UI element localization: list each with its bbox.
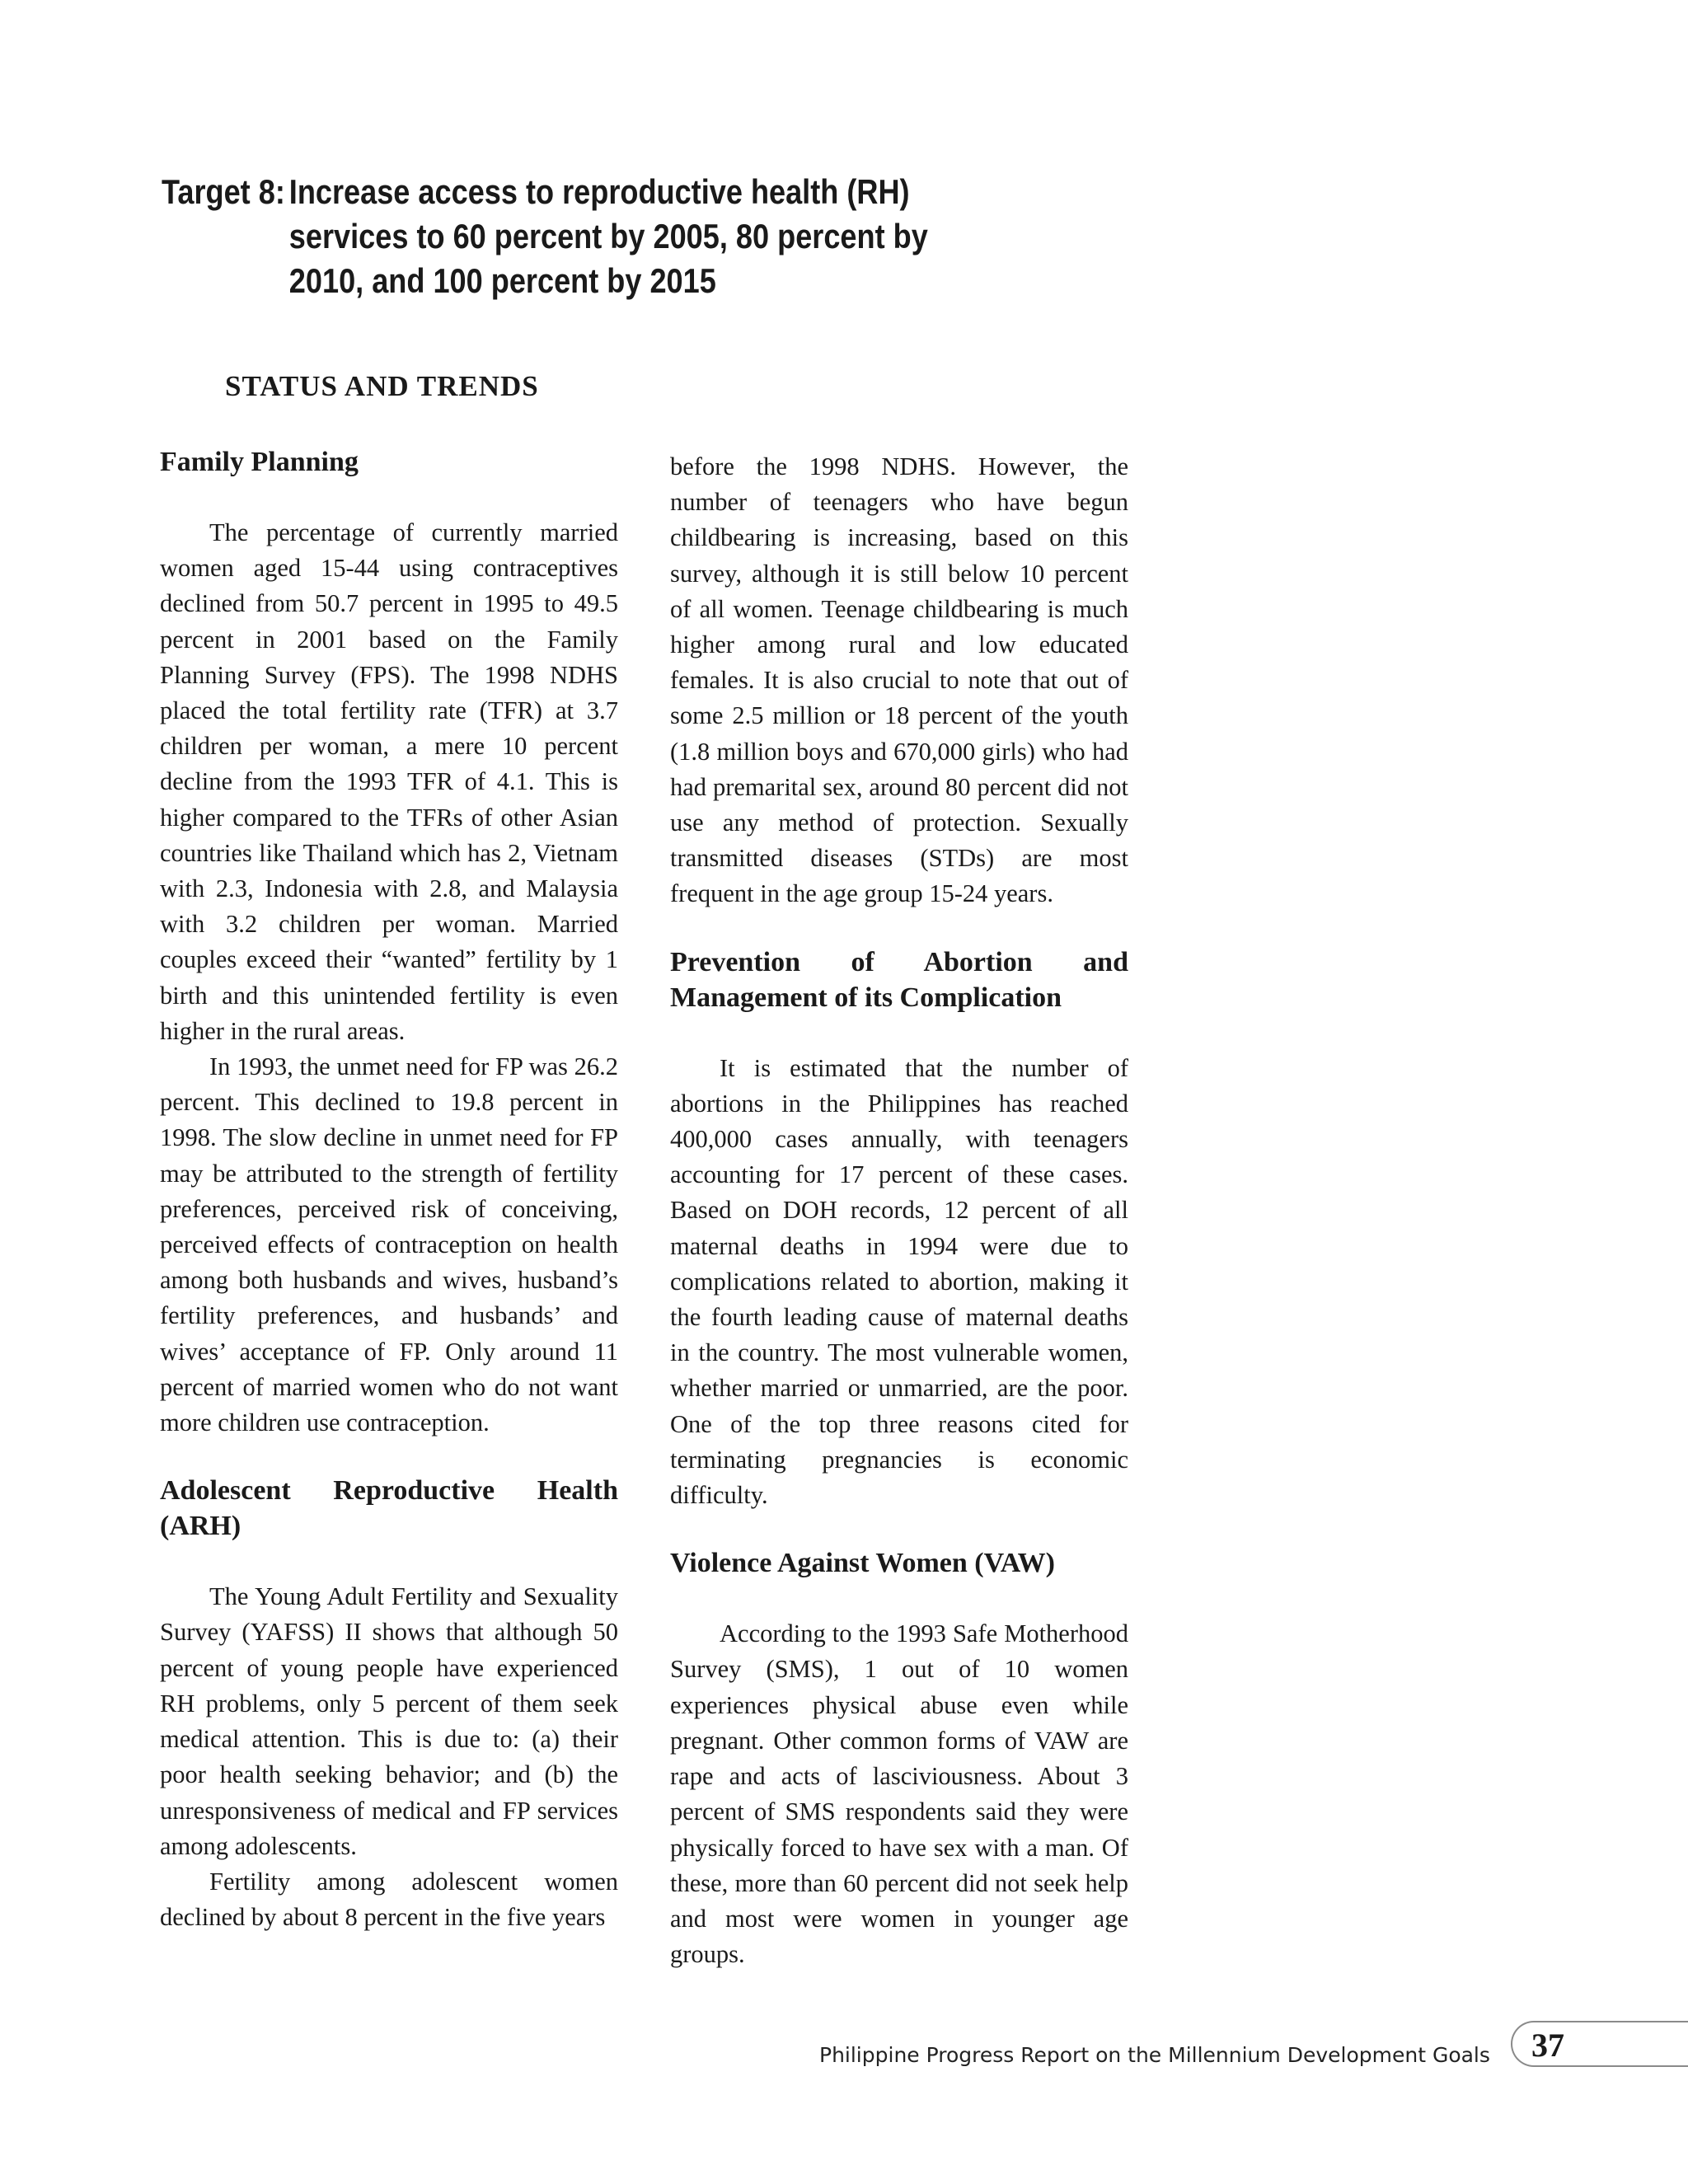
right-column bbox=[670, 449, 1128, 1972]
footer-title: Philippine Progress Report on the Millennium Development Goals bbox=[819, 2043, 1490, 2067]
paragraph: The percentage of currently married women aged 15-44 using contraceptives declined from 50.7 percent in 1995 to 49.5 percent in 2001 based on the Family Planning Survey (FPS). The 1998 NDHS placed the total fertility rate (TFR) at 3.7 children per woman, a mere 10 percent decline from the 1993 TFR of 4.1. This is higher compared to the TFRs of other Asian countries like Thailand which has 2, Vietnam with 2.3, Indonesia with 2.8, and Malaysia with 3.2 children per woman. Married couples exceed their “wanted” fertility by 1 birth and this unintended fertility is even higher in the rural areas. bbox=[160, 518, 618, 1045]
heading-abortion: Prevention of Abortion and Management of its Complication bbox=[670, 946, 1128, 1013]
paragraph: It is estimated that the number of abortions in the Philippines has reached 400,000 cases annually, with teenagers accounting for 17 percent of these cases. Based on DOH records, 12 percent of all maternal deaths in 1994 were due to complications related to abortion, making it the fourth leading cause of maternal deaths in the country. The most vulnerable women, whether married or unmarried, are the poor. One of the top three reasons cited for terminating pregnancies is economic difficulty. bbox=[670, 1053, 1128, 1510]
paragraph: The Young Adult Fertility and Sexuality Survey (YAFSS) II shows that although 50 percent of young people have experienced RH problems, only 5 percent of them seek medical attention. This is due to: (a) their poor health seeking behavior; and (b) the unresponsiveness of medical and FP services among adolescents. bbox=[160, 1582, 618, 1860]
heading-family-planning: Family Planning bbox=[160, 447, 359, 477]
paragraph: In 1993, the unmet need for FP was 26.2 percent. This declined to 19.8 percent in 1998. The slow decline in unmet need for FP may be attributed to the strength of fertility preferences, perceived risk of conceiving, perceived effects of contraception on health among both husbands and wives, husband’s fertility preferences, and husbands’ and wives’ acceptance of FP. Only around 11 percent of married women who do not want more children use contraception. bbox=[160, 1052, 618, 1437]
page-number: 37 bbox=[1531, 2027, 1564, 2064]
paragraph: Fertility among adolescent women declined by about 8 percent in the five years bbox=[160, 1867, 618, 1932]
paragraph: before the 1998 NDHS. However, the number of teenagers who have begun childbearing is increasing, based on this survey, although it is still below 10 percent of all women. Teenage childbearing is much higher among rural and low educated females. It is also crucial to note that out of some 2.5 million or 18 percent of the youth (1.8 million boys and 670,000 girls) who had had premarital sex, around 80 percent did not use any method of protection. Sexually transmitted diseases (STDs) are most frequent in the age group 15-24 years. bbox=[670, 452, 1128, 908]
left-column bbox=[160, 444, 618, 1935]
paragraph: According to the 1993 Safe Motherhood Survey (SMS), 1 out of 10 women experiences physical abuse even while pregnant. Other common forms of VAW are rape and acts of lasciviousness. About 3 percent of SMS respondents said they were physically forced to have sex with a man. Of these, more than 60 percent did not seek help and most were women in younger age groups. bbox=[670, 1619, 1128, 1969]
section-heading: STATUS AND TRENDS bbox=[225, 370, 539, 402]
target-text: Increase access to reproductive health (RH) services to 60 percent by 2005, 80 percent by 2010, and 100 percent by 2015 bbox=[288, 172, 928, 300]
heading-adolescent-rh: Adolescent Reproductive Health (ARH) bbox=[160, 1475, 618, 1542]
heading-vaw: Violence Against Women (VAW) bbox=[670, 1548, 1055, 1579]
target-label: Target 8: bbox=[162, 172, 285, 211]
